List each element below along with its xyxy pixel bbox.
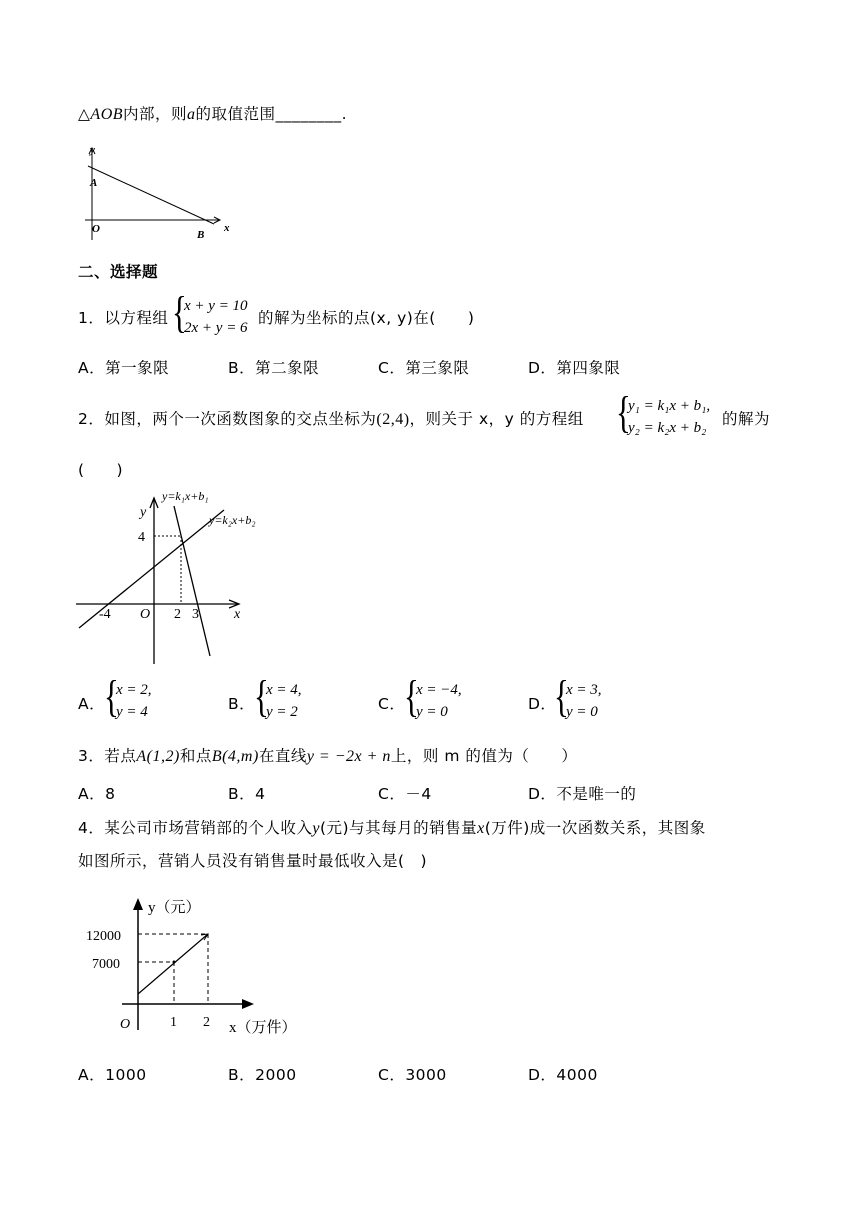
q2-fig-label-line2: y=k₂x+b₂: [209, 513, 256, 527]
q2-fig-x-label: x: [234, 607, 241, 622]
q4-line1-text-a: 4．某公司市场营销部的个人收入: [78, 819, 313, 837]
q4-fig-tick-12000: 12000: [86, 929, 121, 944]
fig1-y-label: y: [90, 144, 95, 156]
q2-option-d-line2: y = 0: [566, 704, 598, 720]
q1-eq1: x + y = 10: [184, 298, 248, 314]
fig1-point-b: B: [197, 229, 205, 241]
q2-text-a: 2．如图，两个一次函数图象的交点坐标为: [78, 410, 377, 428]
q1-num: 1．以方程组: [78, 309, 169, 327]
q1-option-d: D．第四象限: [528, 359, 621, 377]
q2-eq1: y₁ = k₁x + b₁,: [628, 398, 711, 414]
q4-line1-text-c: (万件)成一次函数关系，其图象: [484, 819, 706, 837]
q3-option-a: A．8: [78, 785, 116, 803]
q2-option-b-line1: x = 4,: [266, 682, 302, 698]
q4-fig-tick-1: 1: [170, 1015, 177, 1030]
q2-option-a-letter: A．: [78, 695, 106, 713]
q2-option-d-letter: D．: [528, 695, 557, 713]
q2-option-d-line1: x = 3,: [566, 682, 602, 698]
q1-option-b: B．第二象限: [228, 359, 320, 377]
q4-fig-tick-2: 2: [203, 1015, 210, 1030]
fig1-x-label: x: [224, 222, 230, 234]
q4-fig-origin: O: [120, 1017, 131, 1032]
q2-stem: [78, 409, 584, 430]
q2-equation-system: { y₁ = k₁x + b₁, y₂ = k₂x + b₂: [616, 388, 711, 437]
q4-line1: [78, 818, 706, 839]
q2-option-c-line2: y = 0: [416, 704, 448, 720]
intro-line: [78, 104, 347, 125]
q3-text-c: 在直线: [258, 747, 307, 765]
q3-option-c: C．－4: [378, 785, 432, 803]
q2-fig-tick-4: 4: [138, 530, 145, 545]
q3-text-d: 上，则 m 的值为（ ）: [390, 747, 578, 765]
q4-var-y: y: [312, 820, 320, 837]
q1-eq2: 2x + y = 6: [184, 320, 248, 336]
triangle-aob-figure: [80, 140, 240, 245]
q1-option-a: A．第一象限: [78, 359, 170, 377]
q2-option-d-system: { x = 3, y = 0: [554, 672, 602, 721]
q3-option-b: B．4: [228, 785, 266, 803]
q2-text-b: ，则关于 x，y 的方程组: [409, 410, 584, 428]
q1-stem: [78, 308, 168, 328]
fig1-origin: O: [92, 223, 100, 235]
intro-text-a: 内部，则: [123, 105, 188, 123]
q2-option-b-letter: B．: [228, 695, 256, 713]
q2-option-a-line2: y = 4: [116, 704, 148, 720]
q4-line2: 如图所示，营销人员没有销售量时最低收入是( ): [78, 852, 428, 870]
q2-text-c: 的解为: [722, 410, 771, 428]
q3-point-b: B(4,m): [211, 748, 259, 765]
q2-fig-tick-3: 3: [192, 607, 199, 622]
q2-point: (2,4): [376, 411, 410, 428]
q4-fig-y-label: y（元）: [148, 900, 201, 916]
var-a: a: [187, 106, 196, 123]
q2-fig-label-line1: y=k₁x+b₁: [162, 489, 209, 503]
q3-stem: [78, 746, 577, 767]
q2-eq2: y₂ = k₂x + b₂: [628, 420, 707, 436]
q4-var-x: x: [477, 820, 485, 837]
q4-option-a: A．1000: [78, 1066, 147, 1084]
section-title: 二、选择题: [78, 263, 159, 281]
q4-income-figure: [84, 892, 324, 1042]
q2-option-c-letter: C．: [378, 695, 406, 713]
q2-fig-y-label: y: [140, 505, 147, 520]
q2-option-b-line2: y = 2: [266, 704, 298, 720]
q3-text-b: 和点: [179, 747, 212, 765]
q2-option-c-system: { x = −4, y = 0: [404, 672, 462, 721]
q2-intersection-figure: [74, 486, 284, 666]
q2-option-a-line1: x = 2,: [116, 682, 152, 698]
q2-option-b-system: { x = 4, y = 2: [254, 672, 302, 721]
q2-paren: ( ): [78, 461, 124, 479]
q1-tail: 的解为坐标的点(x, y)在( ): [258, 309, 475, 327]
q3-option-d: D．不是唯一的: [528, 785, 637, 803]
q3-text-a: 3．若点: [78, 747, 137, 765]
q2-option-a-system: { x = 2, y = 4: [104, 672, 152, 721]
q4-option-b: B．2000: [228, 1066, 297, 1084]
q1-equation-system: { x + y = 10 2x + y = 6: [172, 288, 248, 337]
q2-option-c-line1: x = −4,: [416, 682, 462, 698]
fig1-point-a: A: [90, 177, 98, 189]
q4-option-d: D．4000: [528, 1066, 598, 1084]
q4-option-c: C．3000: [378, 1066, 447, 1084]
q4-fig-tick-7000: 7000: [92, 957, 120, 972]
triangle-name: AOB: [90, 106, 124, 123]
q2-fig-tick-2: 2: [174, 607, 181, 622]
q3-line-eq: y = −2x + n: [306, 748, 391, 765]
q4-fig-x-label: x（万件）: [229, 1020, 297, 1036]
intro-end: .: [341, 105, 347, 123]
q3-point-a: A(1,2): [136, 748, 180, 765]
q1-option-c: C．第三象限: [378, 359, 470, 377]
answer-blank: ________: [275, 105, 342, 123]
q2-fig-origin: O: [140, 607, 151, 622]
triangle-symbol: △: [78, 105, 91, 123]
q2-fig-tick-m4: -4: [99, 607, 111, 622]
intro-text-b: 的取值范围: [195, 105, 276, 123]
q4-line1-text-b: (元)与其每月的销售量: [319, 819, 478, 837]
